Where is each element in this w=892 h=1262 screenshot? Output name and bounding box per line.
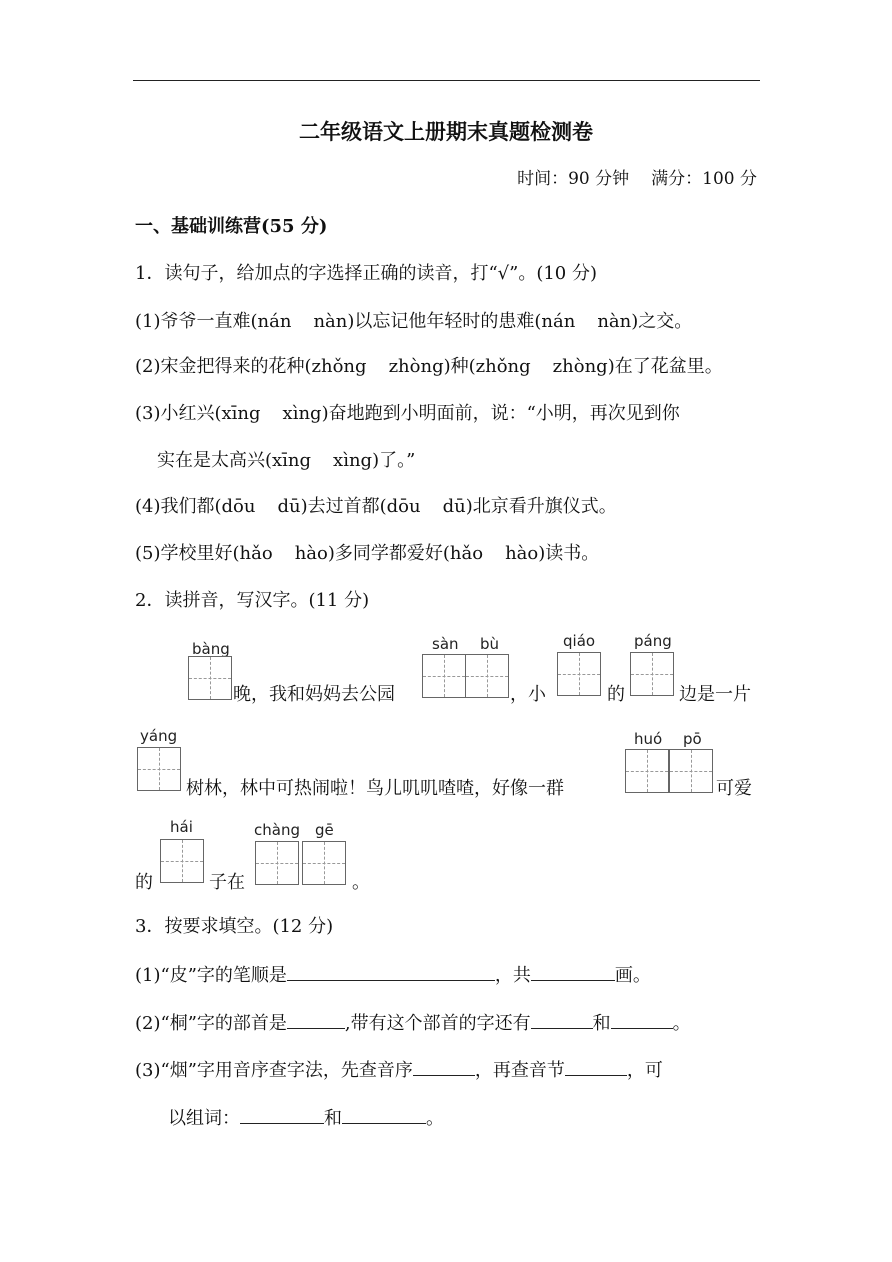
fill-text: 可爱 — [716, 778, 752, 799]
question-1-item-3-cont: 实在是太高兴(xīng xìng)了。” — [157, 450, 416, 471]
answer-blank[interactable] — [611, 1010, 673, 1029]
top-rule — [133, 80, 760, 81]
question-1-item-4: (4)我们都(dōu dū)去过首都(dōu dū)北京看升旗仪式。 — [135, 496, 617, 517]
answer-blank[interactable] — [240, 1105, 324, 1124]
answer-blank[interactable] — [287, 1010, 345, 1029]
exam-score: 满分：100 分 — [651, 169, 757, 189]
question-1-stem: 1．读句子，给加点的字选择正确的读音，打“√”。(10 分) — [135, 263, 597, 284]
writing-box[interactable] — [188, 656, 232, 700]
section-heading: 一、基础训练营(55 分) — [135, 216, 328, 237]
question-3-item-1: (1)“皮”字的笔顺是 ，共 画。 — [135, 962, 651, 988]
pinyin-label: yáng — [140, 727, 178, 745]
writing-box[interactable] — [557, 652, 601, 696]
pinyin-label: gē — [315, 821, 334, 839]
writing-box[interactable] — [137, 747, 181, 791]
writing-box[interactable] — [630, 652, 674, 696]
pinyin-label: qiáo — [563, 632, 596, 650]
answer-blank[interactable] — [413, 1057, 475, 1076]
answer-blank[interactable] — [531, 962, 615, 981]
writing-box[interactable] — [255, 841, 299, 885]
writing-box[interactable] — [302, 841, 346, 885]
page-title: 二年级语文上册期末真题检测卷 — [299, 120, 593, 144]
pinyin-label: bù — [480, 635, 500, 653]
fill-text: 。 — [352, 872, 370, 893]
exam-meta — [517, 167, 757, 191]
question-3-item-3-cont: 以组词： 和 。 — [168, 1105, 444, 1131]
answer-blank[interactable] — [287, 962, 495, 981]
question-3-item-3: (3)“烟”字用音序查字法，先查音序 ，再查音节 ，可 — [135, 1057, 663, 1083]
writing-box[interactable] — [625, 749, 669, 793]
fill-text: 树林，林中可热闹啦！鸟儿叽叽喳喳，好像一群 — [186, 778, 564, 799]
pinyin-label: sàn — [432, 635, 459, 653]
pinyin-label: páng — [634, 632, 672, 650]
answer-blank[interactable] — [531, 1010, 593, 1029]
writing-box[interactable] — [465, 654, 509, 698]
fill-text: 晚，我和妈妈去公园 — [233, 684, 395, 705]
pinyin-label: chàng — [254, 821, 300, 839]
question-2-stem: 2．读拼音，写汉字。(11 分) — [135, 590, 370, 611]
answer-blank[interactable] — [342, 1105, 426, 1124]
exam-time: 时间：90 分钟 — [517, 169, 630, 189]
fill-text: 的 — [135, 872, 153, 893]
question-3-stem: 3．按要求填空。(12 分) — [135, 916, 334, 937]
writing-box[interactable] — [422, 654, 466, 698]
question-1-item-5: (5)学校里好(hǎo hào)多同学都爱好(hǎo hào)读书。 — [135, 543, 600, 564]
pinyin-label: hái — [170, 818, 193, 836]
fill-text: 的 — [607, 684, 625, 705]
question-1-item-2: (2)宋金把得来的花种(zhǒng zhòng)种(zhǒng zhòng)在了花盆里。 — [135, 356, 723, 377]
question-3-item-2: (2)“桐”字的部首是 ,带有这个部首的字还有 和 。 — [135, 1010, 691, 1036]
question-1-item-1: (1)爷爷一直难(nán nàn)以忘记他年轻时的患难(nán nàn)之交。 — [135, 311, 693, 332]
writing-box[interactable] — [669, 749, 713, 793]
question-1-item-3: (3)小红兴(xīng xìng)奋地跑到小明面前，说：“小明，再次见到你 — [135, 403, 680, 424]
pinyin-label: bàng — [192, 640, 230, 658]
answer-blank[interactable] — [565, 1057, 627, 1076]
pinyin-label: huó — [634, 730, 663, 748]
writing-box[interactable] — [160, 839, 204, 883]
fill-text: ，小 — [510, 684, 546, 705]
pinyin-label: pō — [683, 730, 702, 748]
fill-text: 边是一片 — [679, 684, 751, 705]
fill-text: 子在 — [209, 872, 245, 893]
